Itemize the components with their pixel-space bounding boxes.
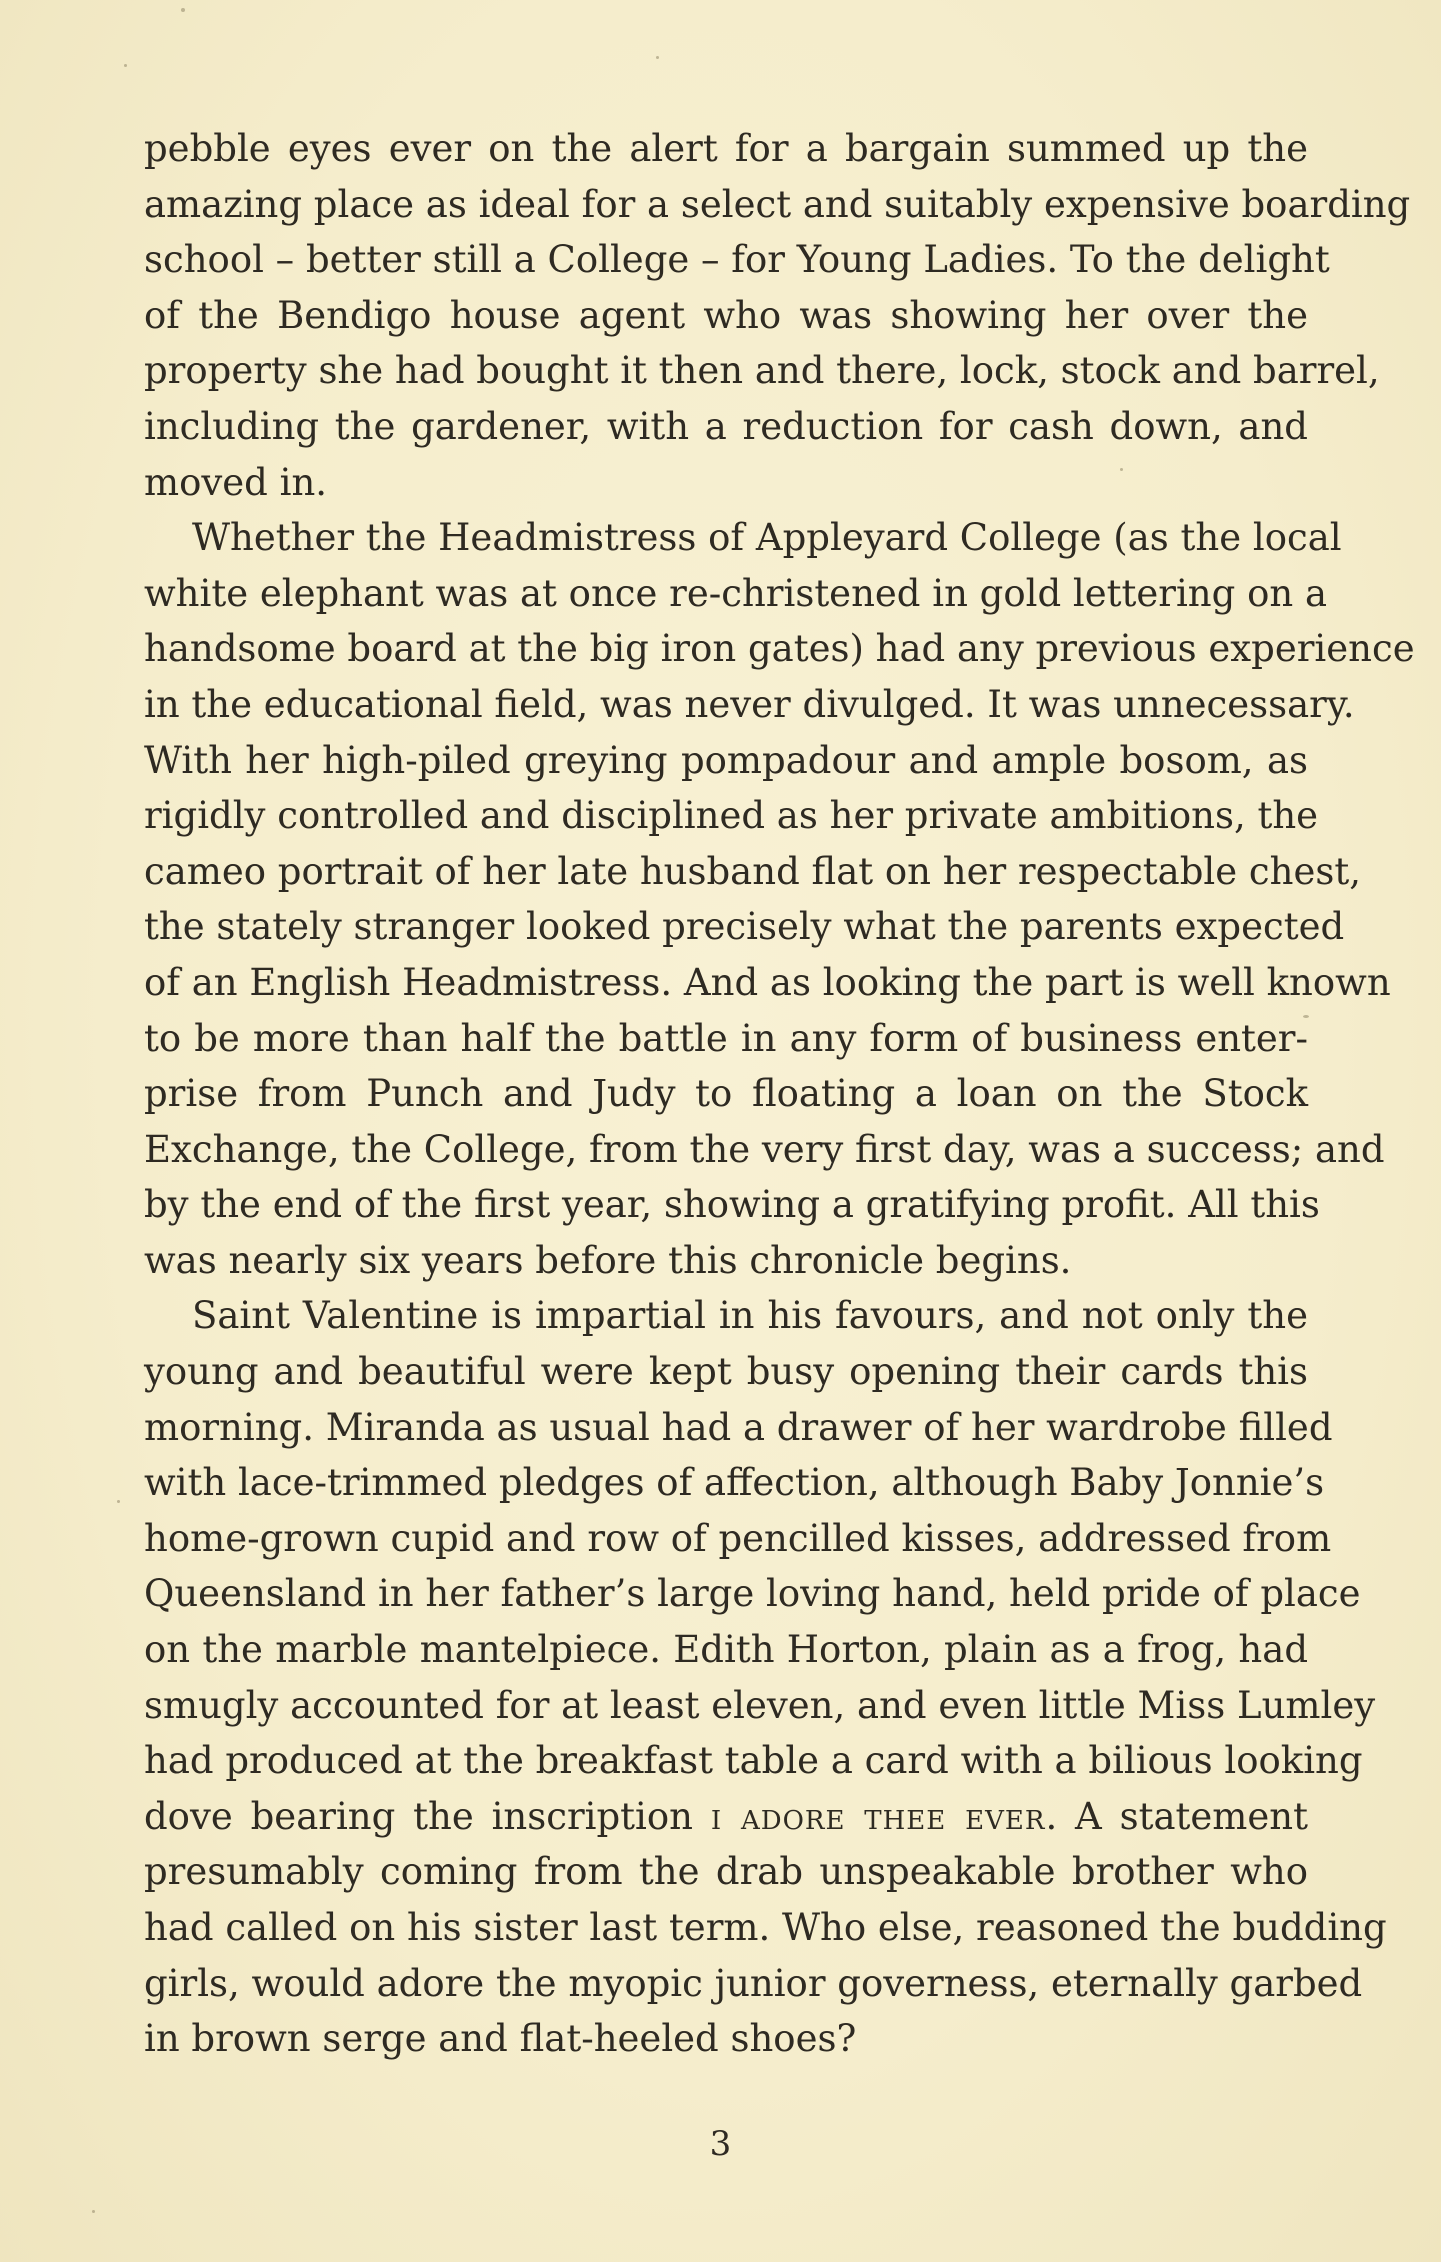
text-line: amazing place as ideal for a select and suitably expensive boarding: [144, 182, 1411, 226]
text-line: including the gardener, with a reduction for cash down, and: [144, 404, 1308, 448]
paper-speck: [181, 8, 185, 12]
inscription-text: i adore thee ever: [710, 1794, 1046, 1838]
text-line: property she had bought it then and there, lock, stock and barrel,: [144, 349, 1380, 393]
text-line: the stately stranger looked precisely what the parents expected: [144, 905, 1345, 949]
text-line: had called on his sister last term. Who else, reasoned the budding: [144, 1906, 1387, 1949]
text-line: in brown serge and flat-heeled shoes?: [144, 2017, 857, 2061]
text-line: Exchange, the College, from the very first day, was a success; and: [144, 1127, 1385, 1171]
text-line: of the Bendigo house agent who was showing her over the: [144, 293, 1308, 337]
text-line: to be more than half the battle in any form of business enter-: [144, 1016, 1308, 1060]
page-number: 3: [709, 2124, 732, 2164]
text-line: white elephant was at once re-christened in gold lettering on a: [144, 571, 1328, 615]
inscription-tail: . A statement: [1045, 1794, 1308, 1838]
text-line: Saint Valentine is impartial in his favours, and not only the: [192, 1294, 1308, 1338]
text-line: presumably coming from the drab unspeakable brother who: [144, 1850, 1308, 1894]
text-line: of an English Headmistress. And as looking the part is well known: [144, 960, 1391, 1004]
text-line: With her high-piled greying pompadour and ample bosom, as: [144, 738, 1308, 782]
text-line: morning. Miranda as usual had a drawer of her wardrobe filled: [144, 1405, 1333, 1449]
text-line: school – better still a College – for Young Ladies. To the delight: [144, 238, 1330, 282]
text-line: handsome board at the big iron gates) had any previous experience: [144, 627, 1415, 671]
text-line: on the marble mantelpiece. Edith Horton, plain as a frog, had: [144, 1628, 1308, 1672]
text-line: Queensland in her father’s large loving hand, held pride of place: [144, 1572, 1361, 1616]
paragraph-1: [144, 121, 1411, 510]
text-line: was nearly six years before this chronicle begins.: [144, 1238, 1072, 1282]
text-line: smugly accounted for at least eleven, and even little Miss Lumley: [144, 1683, 1376, 1727]
paragraph-2: [144, 510, 1415, 1288]
paper-speck: [124, 64, 127, 67]
paper-speck: [117, 1500, 120, 1503]
text-line: home-grown cupid and row of pencilled kisses, addressed from: [144, 1516, 1332, 1560]
text-line: prise from Punch and Judy to floating a loan on the Stock: [144, 1072, 1308, 1116]
inscription-lead: dove bearing the inscription: [144, 1794, 711, 1838]
body-text: [144, 121, 1415, 2067]
text-line: young and beautiful were kept busy opening their cards this: [144, 1350, 1308, 1394]
text-line: girls, would adore the myopic junior governess, eternally garbed: [144, 1961, 1363, 2005]
paper-speck: [92, 2210, 95, 2213]
text-line: had produced at the breakfast table a card with a bilious looking: [144, 1739, 1363, 1783]
text-line: Whether the Headmistress of Appleyard College (as the local: [192, 516, 1342, 560]
text-line: with lace-trimmed pledges of affection, although Baby Jonnie’s: [144, 1461, 1325, 1505]
text-line: pebble eyes ever on the alert for a bargain summed up the: [144, 127, 1308, 170]
text-line: cameo portrait of her late husband flat on her respectable chest,: [144, 849, 1361, 893]
text-line: rigidly controlled and disciplined as her private ambitions, the: [144, 794, 1319, 838]
text-line: by the end of the first year, showing a gratifying profit. All this: [144, 1183, 1320, 1227]
text-line: in the educational field, was never divulged. It was unnecessary.: [144, 682, 1355, 726]
paragraph-3: [144, 1288, 1387, 2066]
text-line: moved in.: [144, 460, 328, 504]
paper-speck: [656, 56, 659, 59]
text-line-inscription: [144, 1789, 1308, 1845]
